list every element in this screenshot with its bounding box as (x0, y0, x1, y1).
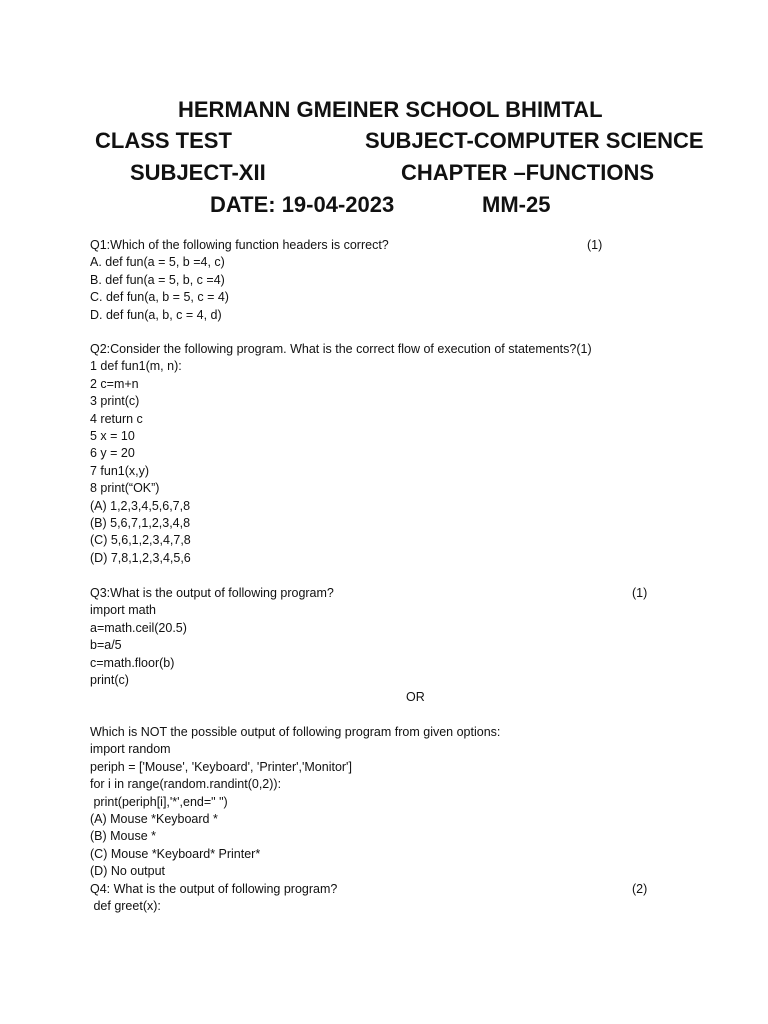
q1-option: D. def fun(a, b, c = 4, d) (90, 307, 222, 322)
q1-question: Q1:Which of the following function headers is correct? (90, 238, 389, 252)
q3-code-line: c=math.floor(b) (90, 655, 175, 670)
q2-code-line: 6 y = 20 (90, 446, 135, 461)
q3-code-line: b=a/5 (90, 638, 122, 653)
q3-code-line: a=math.ceil(20.5) (90, 620, 187, 635)
q2-option: (A) 1,2,3,4,5,6,7,8 (90, 498, 191, 513)
q2-option: (C) 5,6,1,2,3,4,7,8 (90, 533, 191, 548)
q3-alt-option: (D) No output (90, 864, 166, 879)
q2-code-line: 5 x = 10 (90, 429, 135, 443)
q4-marks: (2) (632, 881, 648, 896)
test-type: CLASS TEST (95, 128, 232, 153)
q4-question: Q4: What is the output of following program? (90, 881, 338, 896)
q2-code-line: 2 c=m+n (90, 376, 139, 391)
q2-code-line: 8 print(“OK”) (90, 481, 160, 496)
q1-option: C. def fun(a, b = 5, c = 4) (90, 290, 229, 305)
q2-question: Q2:Consider the following program. What is the correct flow of execution of statements?(1) (90, 342, 592, 356)
class-label: SUBJECT-XII (130, 160, 266, 185)
q3-alt-code-line: for i in range(random.randint(0,2)): (90, 777, 282, 792)
q3-code-line: print(c) (90, 673, 129, 687)
q2-code-line: 1 def fun1(m, n): (90, 359, 182, 374)
q3-alt-code-line: print(periph[i],'*',end=" ") (90, 794, 228, 809)
q2-option: (D) 7,8,1,2,3,4,5,6 (90, 550, 191, 565)
q1-option: B. def fun(a = 5, b, c =4) (90, 272, 225, 287)
q3-alt-question: Which is NOT the possible output of following program from given options: (90, 725, 501, 739)
q3-alt-option: (B) Mouse * (90, 829, 156, 844)
q3-alt-option: (C) Mouse *Keyboard* Printer* (90, 846, 261, 861)
q3-question: Q3:What is the output of following program? (90, 586, 334, 600)
q2-code-line: 3 print(c) (90, 394, 140, 409)
q1-marks: (1) (587, 238, 603, 252)
q3-alt-code-line: periph = ['Mouse', 'Keyboard', 'Printer','Monitor'] (90, 759, 352, 774)
q3-alt-code-line: import random (90, 742, 171, 757)
school-name: HERMANN GMEINER SCHOOL BHIMTAL (178, 97, 603, 122)
q2-code-line: 7 fun1(x,y) (90, 463, 150, 478)
q1-option: A. def fun(a = 5, b =4, c) (90, 255, 225, 270)
max-marks: MM-25 (482, 192, 551, 217)
q3-marks: (1) (632, 586, 648, 600)
q2-option: (B) 5,6,7,1,2,3,4,8 (90, 516, 191, 530)
chapter-title: CHAPTER –FUNCTIONS (401, 160, 655, 185)
test-date: DATE: 19-04-2023 (210, 192, 395, 217)
q2-code-line: 4 return c (90, 411, 143, 426)
q3-alt-option: (A) Mouse *Keyboard * (90, 812, 218, 826)
subject-title: SUBJECT-COMPUTER SCIENCE (365, 128, 704, 153)
q3-code-line: import math (90, 603, 156, 618)
or-separator: OR (406, 690, 425, 704)
q4-code-line: def greet(x): (90, 899, 161, 913)
